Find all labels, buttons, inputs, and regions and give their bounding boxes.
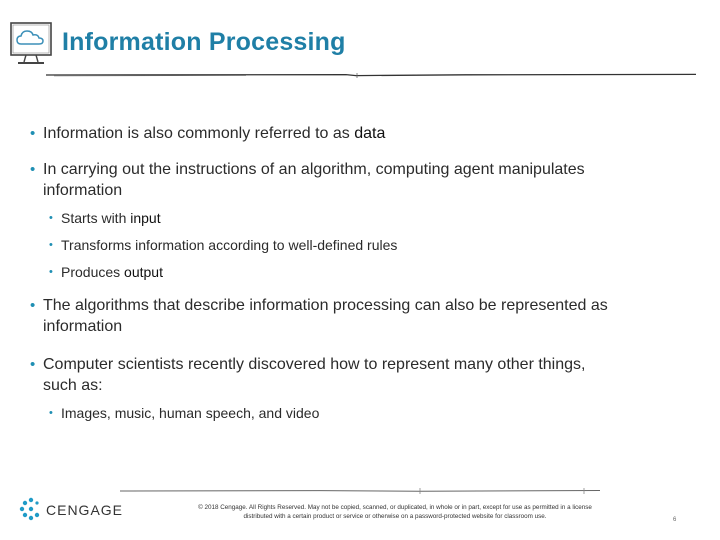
copyright-line: © 2018 Cengage. All Rights Reserved. May not be copied, scanned, or duplicated, in whole or in part, except for use as permitted in a license: [198, 504, 592, 511]
sub-bullet-text: Images, music, human speech, and video: [61, 405, 320, 421]
page-number: 6: [673, 517, 677, 523]
bullet-item: [28, 159, 708, 201]
bullet-emphasis: data: [354, 125, 386, 142]
bullet-text-line: Computer scientists recently discovered how to represent many other things,: [43, 356, 586, 373]
bullet-dot: •: [30, 125, 36, 142]
sub-bullet-item: [49, 236, 689, 254]
sub-bullet-text: Transforms information according to well-defined rules: [61, 237, 398, 253]
sub-bullet-item: [49, 209, 689, 227]
bullet-item: [28, 123, 708, 144]
bullet-text-line: In carrying out the instructions of an algorithm, computing agent manipulates: [43, 161, 585, 178]
sub-bullet-dot: •: [49, 407, 53, 419]
bullet-text-line: The algorithms that describe information processing can also be represented as: [43, 297, 608, 314]
sub-bullet-dot: •: [49, 239, 53, 251]
bullet-dot: •: [30, 297, 36, 314]
bullet-text: Information is also commonly referred to as: [43, 125, 355, 142]
sub-bullet-text: Starts with: [61, 210, 131, 226]
cengage-logo-icon: [18, 496, 44, 522]
sub-bullet-dot: •: [49, 266, 53, 278]
footer-rule: [120, 486, 600, 496]
bullet-text-line: such as:: [43, 377, 103, 394]
copyright-line: distributed with a certain product or service or otherwise on a password-protected website for classroom use.: [243, 513, 547, 520]
sub-bullet-dot: •: [49, 212, 53, 224]
bullet-item: [28, 295, 708, 337]
sub-bullet-text: Produces: [61, 264, 125, 280]
bullet-dot: •: [30, 161, 36, 178]
bullet-dot: •: [30, 356, 36, 373]
sub-bullet-emphasis: output: [124, 264, 163, 280]
copyright-notice: [140, 503, 650, 521]
bullet-text-line: information: [43, 182, 123, 199]
sub-bullet-item: [49, 263, 689, 281]
slide-title: Information Processing: [62, 28, 346, 56]
bullet-text-line: information: [43, 318, 123, 335]
bullet-item: [28, 354, 708, 396]
cengage-brand-text: CENGAGE: [46, 502, 124, 518]
sub-bullet-item: [49, 404, 689, 422]
sub-bullet-emphasis: input: [130, 210, 161, 226]
